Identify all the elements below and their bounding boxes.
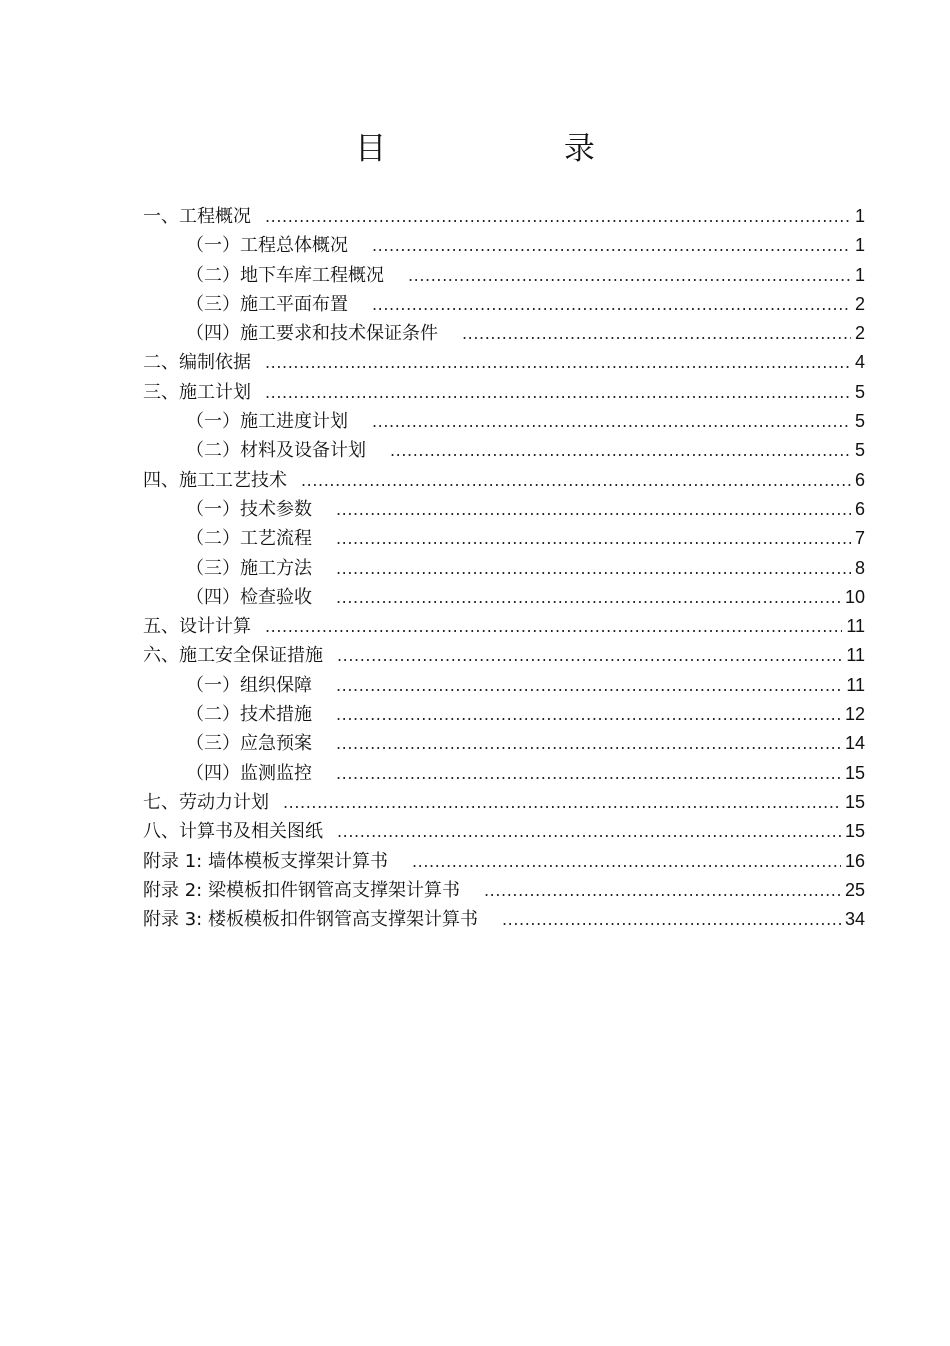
toc-entry-appendix[interactable] xyxy=(143,847,865,876)
toc-dot-leader xyxy=(265,348,851,377)
toc-entry-label: 附录 2: 梁模板扣件钢管高支撑架计算书 xyxy=(143,879,460,901)
toc-entry-appendix[interactable] xyxy=(143,905,865,934)
toc-entry[interactable] xyxy=(143,700,865,729)
toc-entry[interactable] xyxy=(143,671,865,700)
toc-dot-leader xyxy=(372,407,851,436)
toc-dot-leader xyxy=(265,378,851,407)
toc-entry[interactable] xyxy=(143,554,865,583)
toc-entry-label: 附录 3: 楼板模板扣件钢管高支撑架计算书 xyxy=(143,909,478,931)
toc-entry[interactable] xyxy=(143,407,865,436)
toc-entry-page: 25 xyxy=(844,879,865,900)
toc-entry[interactable] xyxy=(143,348,865,377)
toc-entry-page: 1 xyxy=(854,264,865,285)
toc-entry[interactable] xyxy=(143,202,865,231)
toc-entry-label: 八、计算书及相关图纸 xyxy=(143,821,323,843)
toc-entry[interactable] xyxy=(143,524,865,553)
toc-entry-page: 5 xyxy=(854,411,865,432)
toc-entry-page: 14 xyxy=(844,733,865,754)
toc-entry[interactable] xyxy=(143,612,865,641)
toc-entry[interactable] xyxy=(143,788,865,817)
toc-entry-label: （二）材料及设备计划 xyxy=(186,440,366,462)
toc-entry-page: 5 xyxy=(854,440,865,461)
toc-dot-leader xyxy=(336,729,841,758)
toc-entry-page: 1 xyxy=(854,206,865,226)
toc-entry-page: 6 xyxy=(854,498,865,519)
toc-entry[interactable] xyxy=(143,261,865,290)
toc-entry-label: （二）地下车库工程概况 xyxy=(186,264,384,286)
toc-dot-leader xyxy=(265,202,851,231)
toc-dot-leader xyxy=(336,583,841,612)
toc-entry[interactable] xyxy=(143,759,865,788)
toc-entry[interactable] xyxy=(143,378,865,407)
toc-entry-label: （四）检查验收 xyxy=(186,586,312,608)
toc-dot-leader xyxy=(372,290,851,319)
toc-entry[interactable] xyxy=(143,319,865,348)
toc-entry-label: （一）组织保障 xyxy=(186,674,312,696)
toc-entry-page: 11 xyxy=(846,645,865,666)
toc-entry-page: 15 xyxy=(844,762,865,783)
toc-entry[interactable] xyxy=(143,729,865,758)
toc-dot-leader xyxy=(372,231,851,260)
table-of-contents xyxy=(143,202,865,934)
toc-dot-leader xyxy=(462,319,851,348)
toc-entry-page: 1 xyxy=(854,235,865,256)
toc-entry-page: 6 xyxy=(854,469,865,490)
toc-dot-leader xyxy=(412,847,841,876)
toc-entry-page: 12 xyxy=(844,704,865,725)
toc-dot-leader xyxy=(301,466,851,495)
toc-entry-page: 11 xyxy=(846,616,865,637)
toc-entry-page: 34 xyxy=(844,909,865,930)
toc-dot-leader xyxy=(337,817,841,846)
toc-entry-label: （三）施工方法 xyxy=(186,557,312,579)
toc-entry-page: 2 xyxy=(854,293,865,314)
toc-entry-label: 六、施工安全保证措施 xyxy=(143,645,323,667)
toc-entry-label: 一、工程概况 xyxy=(143,206,251,227)
toc-entry-label: 三、施工计划 xyxy=(143,381,251,403)
toc-entry-label: （三）应急预案 xyxy=(186,733,312,755)
toc-entry-label: 四、施工工艺技术 xyxy=(143,469,287,491)
toc-entry-page: 15 xyxy=(844,821,865,842)
toc-entry-label: （二）技术措施 xyxy=(186,704,312,726)
toc-entry[interactable] xyxy=(143,495,865,524)
toc-dot-leader xyxy=(336,524,851,553)
toc-title: 目 录 xyxy=(355,131,679,167)
toc-entry[interactable] xyxy=(143,583,865,612)
toc-entry[interactable] xyxy=(143,231,865,260)
toc-entry-label: （三）施工平面布置 xyxy=(186,293,348,315)
toc-entry-page: 11 xyxy=(846,674,865,695)
toc-entry-appendix[interactable] xyxy=(143,876,865,905)
toc-entry[interactable] xyxy=(143,817,865,846)
toc-entry-page: 7 xyxy=(854,528,865,549)
toc-entry-label: 五、设计计算 xyxy=(143,616,251,638)
toc-dot-leader xyxy=(336,759,841,788)
toc-dot-leader xyxy=(336,554,851,583)
toc-dot-leader xyxy=(337,641,842,670)
toc-entry[interactable] xyxy=(143,641,865,670)
toc-dot-leader xyxy=(390,436,851,465)
toc-entry[interactable] xyxy=(143,466,865,495)
toc-entry-page: 4 xyxy=(854,352,865,373)
toc-dot-leader xyxy=(484,876,841,905)
toc-entry-page: 16 xyxy=(844,850,865,871)
toc-entry-label: （一）工程总体概况 xyxy=(186,235,348,257)
toc-entry[interactable] xyxy=(143,436,865,465)
toc-dot-leader xyxy=(336,671,842,700)
toc-entry-page: 10 xyxy=(844,586,865,607)
toc-entry-page: 2 xyxy=(854,323,865,344)
toc-dot-leader xyxy=(265,612,842,641)
toc-entry-page: 5 xyxy=(854,381,865,402)
toc-dot-leader xyxy=(502,905,841,934)
toc-entry-label: 附录 1: 墙体模板支撑架计算书 xyxy=(143,850,388,872)
toc-entry-page: 8 xyxy=(854,557,865,578)
toc-entry-label: （一）施工进度计划 xyxy=(186,411,348,433)
toc-entry-label: 二、编制依据 xyxy=(143,352,251,374)
toc-dot-leader xyxy=(408,261,851,290)
toc-entry[interactable] xyxy=(143,290,865,319)
toc-entry-label: （四）施工要求和技术保证条件 xyxy=(186,323,438,345)
toc-dot-leader xyxy=(336,700,841,729)
toc-entry-label: （一）技术参数 xyxy=(186,498,312,520)
toc-entry-label: （二）工艺流程 xyxy=(186,528,312,550)
toc-dot-leader xyxy=(283,788,841,817)
toc-entry-label: 七、劳动力计划 xyxy=(143,791,269,813)
toc-entry-label: （四）监测监控 xyxy=(186,762,312,784)
toc-entry-page: 15 xyxy=(844,791,865,812)
toc-dot-leader xyxy=(336,495,851,524)
